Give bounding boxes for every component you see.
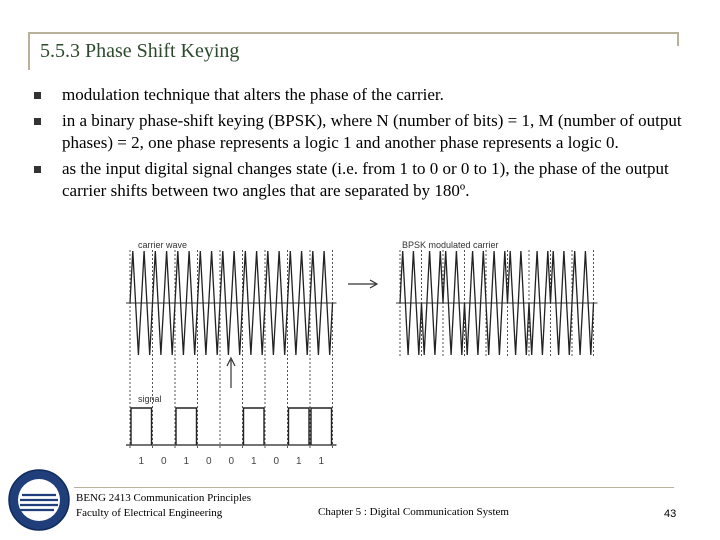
bit-label: 0 — [273, 456, 280, 467]
bullet-square-icon — [34, 118, 41, 125]
page-number: 43 — [664, 508, 677, 520]
signal-label: signal — [138, 394, 162, 404]
carrier-wave-label: carrier wave — [138, 240, 188, 250]
bullet-list — [34, 84, 694, 206]
slide-title: 5.5.3 Phase Shift Keying — [40, 40, 240, 62]
bit-label: 0 — [160, 456, 167, 467]
bullet-item — [34, 158, 694, 202]
signal-pulse — [244, 408, 265, 445]
bit-label: 1 — [318, 456, 325, 467]
bit-label: 1 — [295, 456, 302, 467]
signal-pulse — [311, 408, 332, 445]
title-frame-left — [28, 32, 30, 70]
footer-chapter: Chapter 5 : Digital Communication System — [318, 506, 509, 518]
bit-label: 1 — [183, 456, 190, 467]
bit-label: 1 — [250, 456, 257, 467]
footer-divider — [74, 487, 674, 488]
bullet-text: modulation technique that alters the phase of the carrier. — [62, 85, 444, 104]
bit-label: 1 — [138, 456, 145, 467]
title-frame-top — [28, 32, 678, 34]
footer-course-info — [76, 491, 251, 521]
bullet-square-icon — [34, 92, 41, 99]
bpsk-carrier-label: BPSK modulated carrier — [402, 240, 499, 250]
bpsk-figure — [120, 238, 720, 473]
signal-pulse — [289, 408, 310, 445]
bullet-item — [34, 110, 694, 154]
bpsk-diagram — [120, 238, 720, 473]
bullet-text: as the input digital signal changes state (i.e. from 1 to 0 or 0 to 1), the phase of the output carrier shifts between two angles that are separated by 180º. — [62, 159, 669, 200]
title-frame-right — [677, 32, 679, 46]
bullet-item — [34, 84, 694, 106]
university-logo-icon — [6, 467, 72, 533]
bullet-square-icon — [34, 166, 41, 173]
bit-label: 0 — [228, 456, 235, 467]
footer-faculty: Faculty of Electrical Engineering — [76, 507, 223, 519]
bullet-text: in a binary phase-shift keying (BPSK), where N (number of bits) = 1, M (number of output phases) = 2, one phase represents a logic 1 and another phase represents a logic 0. — [62, 111, 682, 152]
signal-pulse — [176, 408, 197, 445]
bit-label: 0 — [205, 456, 212, 467]
signal-pulse — [131, 408, 152, 445]
footer-course: BENG 2413 Communication Principles — [76, 492, 252, 504]
